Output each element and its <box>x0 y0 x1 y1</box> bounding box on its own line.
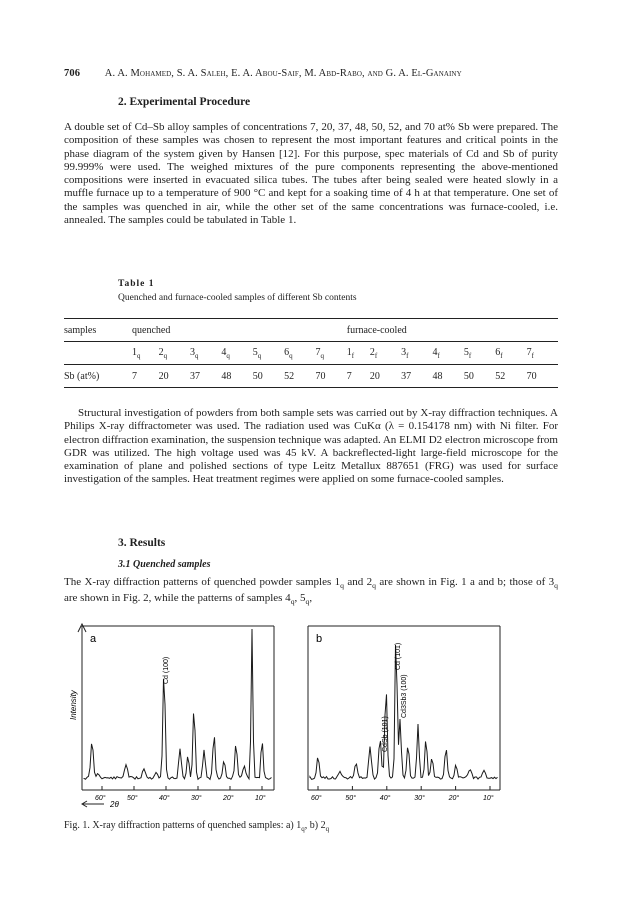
author-line: A. A. Mohamed, S. A. Saleh, E. A. Abou-Saif, M. Abd-Rabo, and G. A. El-Ganainy <box>104 68 462 79</box>
section-heading-experimental: 2. Experimental Procedure <box>118 96 251 108</box>
sample-ids-row <box>64 342 558 365</box>
sb-value: 37 <box>190 365 221 388</box>
sample-id: $4_f$ <box>432 346 440 360</box>
sb-value: 50 <box>464 365 495 388</box>
tick-label: 50° <box>127 795 138 802</box>
sample-id: $6_q$ <box>284 346 293 360</box>
sb-value: 7 <box>347 365 370 388</box>
sample-id: $4_q$ <box>221 346 230 360</box>
ticks-a <box>95 786 266 802</box>
sample-id: $7_f$ <box>526 346 534 360</box>
sb-value: 52 <box>284 365 315 388</box>
table-header-samples: samples <box>64 319 132 342</box>
sb-value: 50 <box>253 365 284 388</box>
sample-id: $1_q$ <box>132 346 141 360</box>
tick-label: 60° <box>95 795 106 802</box>
sb-value: 48 <box>433 365 464 388</box>
sb-value: 20 <box>159 365 190 388</box>
tick-label: 30° <box>414 795 425 802</box>
table-header-quenched: quenched <box>132 319 347 342</box>
tick-label: 20° <box>223 795 234 802</box>
figure-caption: Fig. 1. X-ray diffraction patterns of quenched samples: a) $1_q$, b) $2_q$ <box>64 820 330 833</box>
samples-table <box>64 318 558 388</box>
peak-label-cd101: Cd (101) <box>395 642 402 670</box>
ticks-b <box>311 786 494 802</box>
panel-a-label: a <box>90 633 97 645</box>
sample-id: $6_f$ <box>495 346 503 360</box>
tick-label: 10° <box>255 795 266 802</box>
diffraction-trace-a <box>84 629 272 779</box>
sb-value: 48 <box>221 365 252 388</box>
ylabel-intensity: Intensity <box>69 690 78 720</box>
tick-label: 40° <box>159 795 170 802</box>
peak-label-cd3sb3: Cd3Sb3 (100) <box>401 674 408 718</box>
sb-value: 37 <box>401 365 432 388</box>
peak-label-cd100: Cd (100) <box>163 656 170 684</box>
sb-value: 7 <box>132 365 159 388</box>
sb-value: 52 <box>495 365 526 388</box>
direction-label-2theta: 2θ <box>110 800 119 809</box>
sample-id: $3_f$ <box>401 346 409 360</box>
panel-b-label: b <box>316 633 323 645</box>
subsection-quenched: 3.1 Quenched samples <box>118 559 211 570</box>
paragraph-experimental: A double set of Cd–Sb alloy samples of concentrations 7, 20, 37, 48, 50, 52, and 70 at% Sb were prepared. The composition of these samples was chosen to represent the most important features and critical points in the phase diagram of the system given by Hansen [12]. For this purpose, spec materials of Cd and Sb of purity 99.999% were used. The weighed mixtures of the pure components representing the above-mentioned compositions were inserted in evacuated silica tubes. The tubes after being sealed were heated slowly in a muffle furnace up to a temperature of 900 °C and kept for a soaking time of 4 h at that temperature. One set of the samples was quenched in air, while the other set of the same concentrations was furnace-cooled, i.e. annealed. The samples could be tabulated in Table 1. <box>64 121 558 227</box>
sample-id: $7_q$ <box>315 346 324 360</box>
xrd-plot-b <box>300 620 510 812</box>
sample-id: $2_q$ <box>158 346 168 360</box>
paragraph-structural: Structural investigation of powders from both sample sets was carried out by X-ray diffraction techniques. A Philips X-ray diffractometer was used. The radiation used was CuKα (λ = 0.154178 nm) with Ni filter. For electron diffraction examination, the suspension technique was adapted. An ELMI D2 electron microscope from GDR was utilized. The high voltage used was 45 kV. A backreflected-light large-field microscope for the examination of plane and polished sections of type Leitz Metallux 887651 (FRG) was used for surface investigation of the samples. Heat treatment regimes were applied on some furnace-cooled samples. <box>64 407 558 486</box>
tick-label: 40° <box>379 795 391 802</box>
tick-label: 30° <box>191 795 202 802</box>
sb-value: 20 <box>370 365 401 388</box>
row-label-sb: Sb (at%) <box>64 365 132 388</box>
table-header-furnace: furnace-cooled <box>347 319 558 342</box>
xrd-plot-a <box>64 620 286 812</box>
sample-id: $1_f$ <box>346 346 355 360</box>
peak-label-cdsb101: CdSb (101) <box>382 716 389 752</box>
table-caption: Quenched and furnace-cooled samples of different Sb contents <box>118 293 357 303</box>
paragraph-results: The X-ray diffraction patterns of quenched powder samples $1_q$ and $2_q$ are shown in Fig. 1 a and b; those of $3_q$ are shown in Fig. 2, while the patterns of samples $4_q$, $5_q$, <box>64 576 558 607</box>
sb-value: 70 <box>315 365 346 388</box>
sample-id: $3_q$ <box>190 346 199 360</box>
sb-value: 70 <box>527 365 558 388</box>
tick-label: 10° <box>483 795 494 802</box>
running-header <box>64 68 584 79</box>
tick-label: 60° <box>311 795 322 802</box>
tick-label: 20° <box>448 795 460 802</box>
sample-id: $2_f$ <box>369 346 378 360</box>
sample-id: $5_f$ <box>463 346 472 360</box>
table-label: Table 1 <box>118 279 155 289</box>
tick-label: 50° <box>345 795 356 802</box>
section-heading-results: 3. Results <box>118 537 166 549</box>
page-number: 706 <box>64 68 81 79</box>
sb-values-row <box>64 365 558 388</box>
sample-id: $5_q$ <box>252 346 262 360</box>
